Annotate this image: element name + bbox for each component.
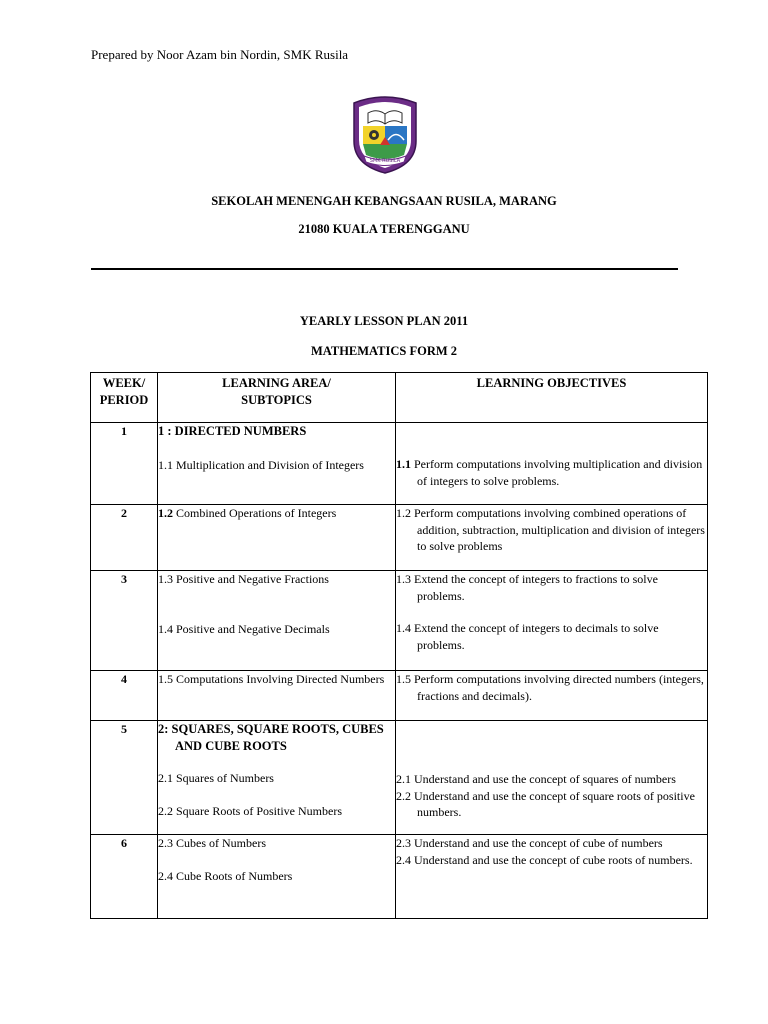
header-week: WEEK/ PERIOD xyxy=(91,373,158,423)
learning-area-cell xyxy=(158,423,396,505)
plan-title: YEARLY LESSON PLAN 2011 xyxy=(299,314,469,328)
subtopic: 1.3 Positive and Negative Fractions xyxy=(158,572,329,586)
week-cell: 6 xyxy=(91,835,158,919)
objective-cell xyxy=(396,571,708,671)
table-row xyxy=(91,505,708,571)
subtopic: 2.3 Cubes of Numbers xyxy=(158,836,266,850)
prepared-by: Prepared by Noor Azam bin Nordin, SMK Rusila xyxy=(91,47,349,62)
lesson-plan-table xyxy=(90,372,708,919)
week-cell: 1 xyxy=(91,423,158,505)
week-cell: 5 xyxy=(91,721,158,835)
week-cell: 3 xyxy=(91,571,158,671)
school-crest-logo xyxy=(344,93,426,175)
table-header-row xyxy=(91,373,708,423)
objective: 2.4 Understand and use the concept of cube roots of numbers. xyxy=(396,852,693,867)
table-row xyxy=(91,721,708,835)
objective-cell xyxy=(396,721,708,835)
objective-cell xyxy=(396,671,708,721)
objective-cell xyxy=(396,423,708,505)
objective: 1.3 Extend the concept of integers to fractions to solve problems. xyxy=(396,572,658,603)
week-cell: 2 xyxy=(91,505,158,571)
learning-area-cell xyxy=(158,671,396,721)
objective: 1.1 Perform computations involving multiplication and division of integers to solve problems. xyxy=(396,457,703,488)
logo-banner-text: SMK RUSILA xyxy=(369,158,401,164)
subject-title: MATHEMATICS FORM 2 xyxy=(310,344,458,358)
learning-area-cell xyxy=(158,835,396,919)
objective: 1.4 Extend the concept of integers to decimals to solve problems. xyxy=(396,621,659,652)
objective: 2.2 Understand and use the concept of square roots of positive numbers. xyxy=(396,788,695,819)
header-learning-objectives: LEARNING OBJECTIVES xyxy=(396,373,708,423)
school-name: SEKOLAH MENENGAH KEBANGSAAN RUSILA, MARANG xyxy=(211,194,557,208)
week-cell: 4 xyxy=(91,671,158,721)
header-divider xyxy=(91,268,678,270)
objective: 1.2 Perform computations involving combined operations of addition, subtraction, multiplication and division of integers to solve problems xyxy=(396,506,705,553)
table-row xyxy=(91,423,708,505)
objective-cell xyxy=(396,835,708,919)
subtopic: 2.2 Square Roots of Positive Numbers xyxy=(158,803,342,818)
learning-area-cell xyxy=(158,505,396,571)
subtopic: 1.5 Computations Involving Directed Numbers xyxy=(158,672,385,686)
objective: 2.1 Understand and use the concept of squares of numbers xyxy=(396,772,676,786)
objective: 2.3 Understand and use the concept of cube of numbers xyxy=(396,836,663,850)
subtopic: 1.4 Positive and Negative Decimals xyxy=(158,621,330,636)
school-address: 21080 KUALA TERENGGANU xyxy=(298,222,470,236)
learning-area-cell xyxy=(158,721,396,835)
table-row xyxy=(91,835,708,919)
subtopic: 1.2 Combined Operations of Integers xyxy=(158,506,337,520)
table-row xyxy=(91,571,708,671)
header-learning-area: LEARNING AREA/ SUBTOPICS xyxy=(158,373,396,423)
topic-heading: 2: SQUARES, SQUARE ROOTS, CUBES AND CUBE ROOTS xyxy=(158,722,384,753)
subtopic: 2.4 Cube Roots of Numbers xyxy=(158,868,293,883)
subtopic: 1.1 Multiplication and Division of Integers xyxy=(158,457,364,472)
learning-area-cell xyxy=(158,571,396,671)
table-row xyxy=(91,671,708,721)
subtopic: 2.1 Squares of Numbers xyxy=(158,771,274,785)
objective: 1.5 Perform computations involving directed numbers (integers, fractions and decimals). xyxy=(396,672,704,703)
topic-heading: 1 : DIRECTED NUMBERS xyxy=(158,424,307,438)
objective-cell xyxy=(396,505,708,571)
